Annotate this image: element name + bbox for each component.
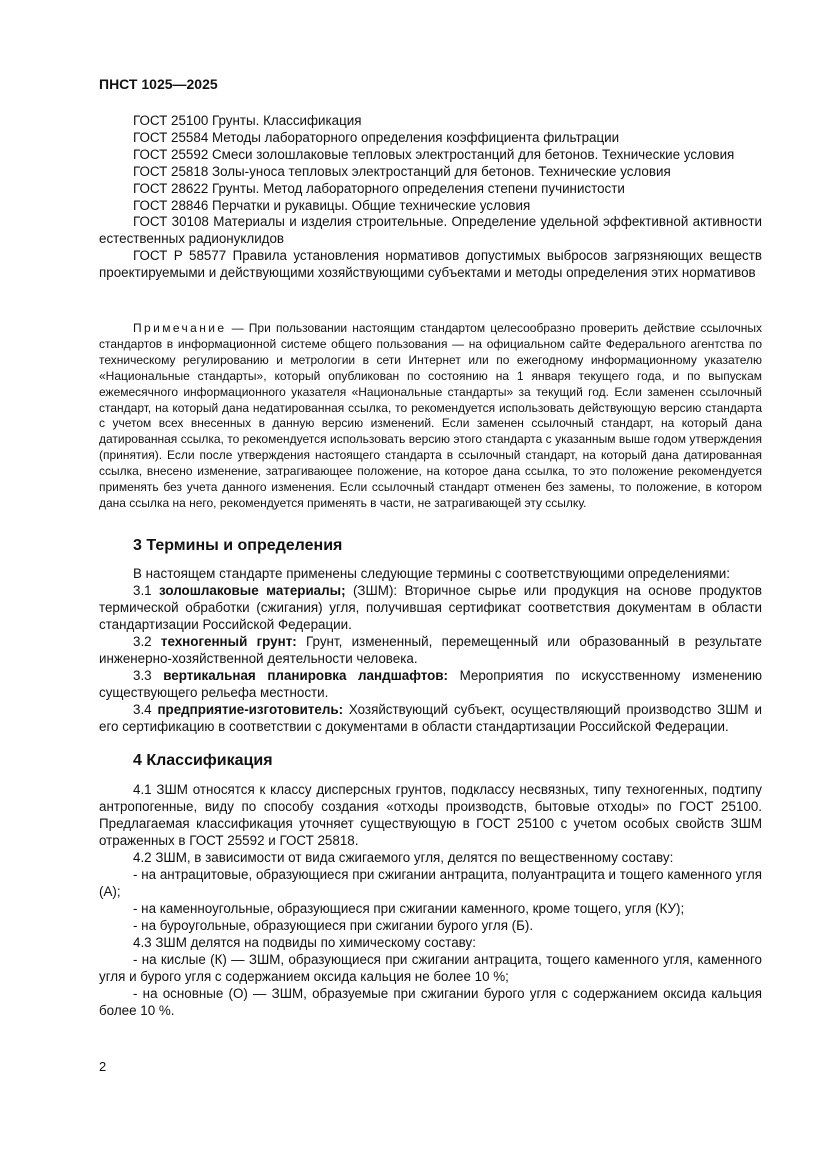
term-number: 3.3 [133,668,164,683]
reference-item: ГОСТ 30108 Материалы и изделия строительные. Определение удельной эффективной активности естественных радионуклидов [99,214,762,247]
reference-item: ГОСТ 25100 Грунты. Классификация [133,113,362,128]
term-number: 3.2 [133,634,161,649]
section-3-intro: В настоящем стандарте применены следующие термины с соответствующими определениями: [133,566,730,581]
reference-item: ГОСТ Р 58577 Правила установления нормативов допустимых выбросов загрязняющих веществ проектируемыми и действующими хозяйствующими субъектами и методы определения этих нормативов [99,248,762,281]
term-definition [99,667,762,701]
term-definition [99,701,762,735]
paragraph: 4.2 ЗШМ, в зависимости от вида сжигаемого угля, делятся по вещественному составу: [133,850,674,865]
section-4-body [99,781,762,1019]
section-3-body [99,565,762,735]
term-name: золошлаковые материалы; [159,583,346,598]
reference-item: ГОСТ 28622 Грунты. Метод лабораторного определения степени пучинистости [133,180,625,196]
list-item: - на антрацитовые, образующиеся при сжигании антрацита, полуантрацита и тощего каменного угля (А); [99,867,762,899]
note-label: Примечание [133,321,227,335]
term-number: 3.4 [133,702,158,717]
list-item: - на основные (О) — ЗШМ, образуемые при сжигании бурого угля с содержанием оксида кальция более 10 %. [99,986,762,1018]
section-4-heading: 4 Классификация [133,752,273,769]
term-text: (ЗШМ): Вторичное сырье или продукция на основе продуктов термической обработки (сжигания) угля, получившая сертификат соответствия документам в области стандартизации Российской Федерации. [99,583,762,632]
term-text: Грунт, измененный, перемещенный или образованный в результате инженерно-хозяйственной деятельности человека. [99,634,762,666]
normative-references [99,113,762,282]
document-header: ПНСТ 1025—2025 [99,76,218,92]
section-3-heading: 3 Термины и определения [133,537,343,554]
term-name: предприятие-изготовитель: [157,702,344,717]
term-number: 3.1 [133,583,160,598]
reference-item: ГОСТ 25592 Смеси золошлаковые тепловых электростанций для бетонов. Технические условия [133,146,735,162]
page-number: 2 [99,1059,107,1074]
term-definition [99,582,762,633]
list-item: - на буроугольные, образующиеся при сжигании бурого угля (Б). [133,918,534,933]
term-text: Мероприятия по искусственному изменению существующего рельефа местности. [99,668,762,700]
note-text: — При пользовании настоящим стандартом целесообразно проверить действие ссылочных стандартов в информационной системе общего пользования — на официальном сайте Федерального агентства по техническому регулированию и метрологии в сети Интернет или по ежегодному информационному указателю «Национальные стандарты», который опубликован по состоянию на 1 января текущего года, и по выпускам ежемесячного информационного указателя «Национальные стандарты» за текущий год. Если заменен ссылочный стандарт, на который дана недатированная ссылка, то рекомендуется использовать действующую версию стандарта с учетом всех внесенных в данную версию изменений. Если заменен ссылочный стандарт, на который дана датированная ссылка, то рекомендуется использовать версию этого стандарта с указанным выше годом утверждения (принятия). Если после утверждения настоящего стандарта в ссылочный стандарт, на который дана датированная ссылка, внесено изменение, затрагивающее положение, на которое дана ссылка, то это положение рекомендуется применять без учета данного изменения. Если ссылочный стандарт отменен без замены, то положение, в котором дана ссылка на него, рекомендуется применять в части, не затрагивающей эту ссылку. [99,321,762,510]
reference-item: ГОСТ 28846 Перчатки и рукавицы. Общие технические условия [133,197,531,213]
paragraph: 4.3 ЗШМ делятся на подвиды по химическому составу: [133,935,476,950]
term-name: техногенный грунт: [160,634,297,649]
note-paragraph [99,321,762,512]
reference-item: ГОСТ 25818 Золы-уноса тепловых электростанций для бетонов. Технические условия [133,163,671,179]
term-text: Хозяйствующий субъект, осуществляющий производство ЗШМ и его сертификацию в соответствии с документами в области стандартизации Российской Федерации. [99,702,762,734]
paragraph: 4.1 ЗШМ относятся к классу дисперсных грунтов, подклассу несвязных, типу техногенных, подтипу антропогенные, виду по способу создания «отходы производств, бытовые отходы» по ГОСТ 25100. Предлагаемая классификация уточняет существующую в ГОСТ 25100 с учетом особых свойств ЗШМ отраженных в ГОСТ 25592 и ГОСТ 25818. [99,782,762,848]
term-definition [99,633,762,667]
reference-item: ГОСТ 25584 Методы лабораторного определения коэффициента фильтрации [133,129,620,145]
list-item: - на кислые (К) — ЗШМ, образующиеся при сжигании антрацита, тощего каменного угля, каменного угля и бурого угля с содержанием оксида кальция не более 10 %; [99,952,762,984]
list-item: - на каменноугольные, образующиеся при сжигании каменного, кроме тощего, угля (КУ); [133,901,685,916]
term-name: вертикальная планировка ландшафтов: [163,668,448,683]
